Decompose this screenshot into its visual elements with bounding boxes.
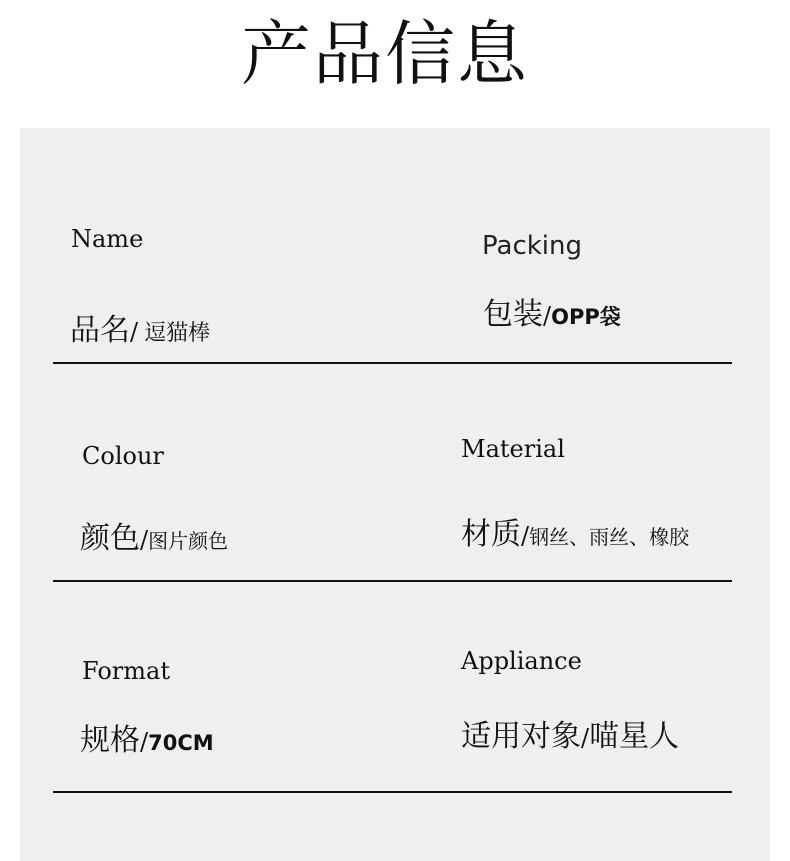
divider-1 <box>53 362 732 364</box>
colour-separator: / <box>140 526 149 554</box>
appliance-en-label: Appliance <box>461 647 582 675</box>
name-separator: / <box>130 318 139 346</box>
format-value: 70CM <box>148 731 214 755</box>
format-en-label: Format <box>82 657 170 685</box>
name-en-label: Name <box>71 225 144 253</box>
format-separator: / <box>140 728 149 756</box>
colour-field <box>80 520 228 560</box>
packing-field <box>483 296 621 336</box>
divider-3 <box>53 791 732 793</box>
appliance-separator: / <box>581 724 590 752</box>
colour-cn-label: 颜色 <box>80 521 140 556</box>
appliance-value: 喵星人 <box>589 719 680 754</box>
material-field <box>461 516 689 556</box>
material-value: 钢丝、雨丝、橡胶 <box>529 525 690 549</box>
name-value: 逗猫棒 <box>144 321 211 346</box>
name-field <box>70 312 210 353</box>
page-title: 产品信息 <box>241 13 529 95</box>
appliance-cn-label: 适用对象 <box>461 719 581 754</box>
packing-cn-label: 包装 <box>483 297 543 332</box>
name-cn-label: 品名 <box>70 313 130 348</box>
format-field <box>80 722 214 762</box>
material-cn-label: 材质 <box>461 517 521 552</box>
appliance-field <box>461 718 679 757</box>
colour-value: 图片颜色 <box>148 529 229 553</box>
packing-en-label: Packing <box>482 231 583 261</box>
packing-separator: / <box>543 302 552 330</box>
format-cn-label: 规格 <box>80 723 140 758</box>
divider-2 <box>53 580 732 582</box>
material-separator: / <box>521 522 530 550</box>
colour-en-label: Colour <box>82 442 164 470</box>
material-en-label: Material <box>461 435 565 463</box>
packing-value: OPP袋 <box>551 305 621 329</box>
